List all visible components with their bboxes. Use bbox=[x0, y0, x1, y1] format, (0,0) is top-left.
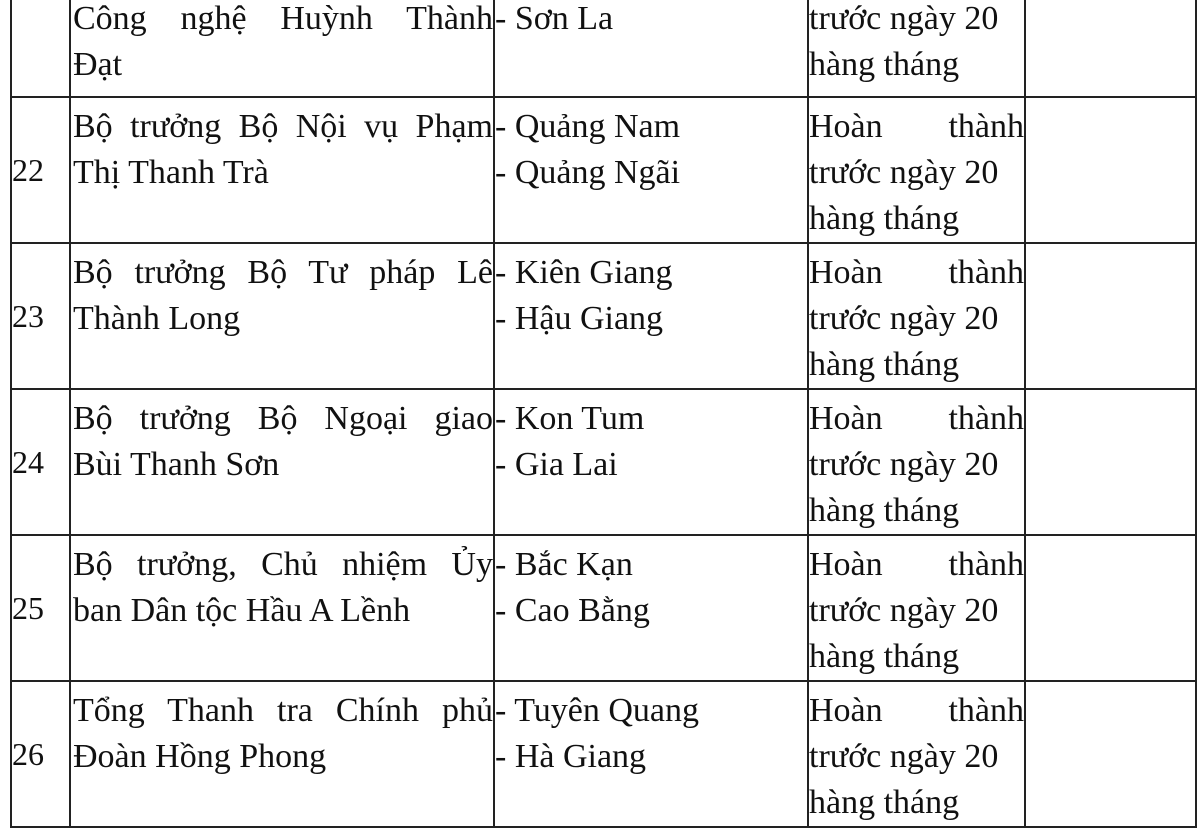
note-cell bbox=[1025, 389, 1196, 535]
deadline-line: hàng tháng bbox=[809, 492, 960, 529]
official-name bbox=[70, 0, 494, 97]
deadline bbox=[808, 243, 1025, 389]
row-number: 25 bbox=[11, 535, 70, 681]
province: - Tuyên Quang bbox=[495, 692, 700, 729]
deadline-line: hàng tháng bbox=[809, 200, 960, 237]
province: - Kon Tum bbox=[495, 400, 645, 437]
table-row bbox=[11, 243, 1196, 389]
official-name bbox=[70, 243, 494, 389]
official-name-line: Đạt bbox=[73, 46, 123, 83]
deadline-line: Hoàn thành bbox=[809, 400, 1024, 437]
province-list bbox=[494, 681, 808, 827]
official-name bbox=[70, 97, 494, 243]
row-number: 23 bbox=[11, 243, 70, 389]
province: - Bắc Kạn bbox=[495, 546, 633, 583]
deadline bbox=[808, 535, 1025, 681]
deadline-line: trước ngày 20 bbox=[809, 446, 999, 483]
official-name-line: Tổng Thanh tra Chính phủ bbox=[73, 692, 493, 729]
province-list bbox=[494, 535, 808, 681]
row-number: 22 bbox=[11, 97, 70, 243]
note-cell bbox=[1025, 681, 1196, 827]
assignment-table bbox=[10, 0, 1197, 828]
note-cell bbox=[1025, 243, 1196, 389]
table-row bbox=[11, 97, 1196, 243]
province: - Quảng Ngãi bbox=[495, 154, 681, 191]
official-name bbox=[70, 681, 494, 827]
deadline bbox=[808, 0, 1025, 97]
province: - Hà Giang bbox=[495, 738, 647, 775]
province: - Kiên Giang bbox=[495, 254, 673, 291]
province: - Gia Lai bbox=[495, 446, 618, 483]
official-name-line: Thị Thanh Trà bbox=[73, 154, 269, 191]
official-name-line: Bộ trưởng Bộ Nội vụ Phạm bbox=[73, 108, 493, 145]
province: - Quảng Nam bbox=[495, 108, 681, 145]
official-name-line: Bùi Thanh Sơn bbox=[73, 446, 280, 483]
official-name-line: Bộ trưởng Bộ Tư pháp Lê bbox=[73, 254, 493, 291]
row-number: 26 bbox=[11, 681, 70, 827]
deadline-line: hàng tháng bbox=[809, 46, 960, 83]
province-list bbox=[494, 243, 808, 389]
deadline-line: trước ngày 20 bbox=[809, 592, 999, 629]
official-name-line: Bộ trưởng Bộ Ngoại giao bbox=[73, 400, 493, 437]
deadline-line: Hoàn thành bbox=[809, 254, 1024, 291]
province: - Cao Bằng bbox=[495, 592, 650, 629]
deadline-line: Hoàn thành bbox=[809, 546, 1024, 583]
deadline-line: trước ngày 20 bbox=[809, 154, 999, 191]
table-row bbox=[11, 389, 1196, 535]
province-list bbox=[494, 0, 808, 97]
deadline-line: Hoàn thành bbox=[809, 108, 1024, 145]
official-name bbox=[70, 535, 494, 681]
deadline bbox=[808, 681, 1025, 827]
table-row bbox=[11, 0, 1196, 97]
official-name bbox=[70, 389, 494, 535]
official-name-line: Công nghệ Huỳnh Thành bbox=[73, 0, 493, 37]
province-list bbox=[494, 97, 808, 243]
deadline bbox=[808, 97, 1025, 243]
official-name-line: Thành Long bbox=[73, 300, 241, 337]
note-cell bbox=[1025, 0, 1196, 97]
table-row bbox=[11, 535, 1196, 681]
table-row bbox=[11, 681, 1196, 827]
province: - Sơn La bbox=[495, 0, 614, 37]
official-name-line: ban Dân tộc Hầu A Lềnh bbox=[73, 592, 411, 629]
note-cell bbox=[1025, 535, 1196, 681]
deadline-line: trước ngày 20 bbox=[809, 0, 999, 37]
note-cell bbox=[1025, 97, 1196, 243]
row-number: 24 bbox=[11, 389, 70, 535]
official-name-line: Đoàn Hồng Phong bbox=[73, 738, 327, 775]
deadline-line: Hoàn thành bbox=[809, 692, 1024, 729]
row-number bbox=[11, 0, 70, 97]
province-list bbox=[494, 389, 808, 535]
deadline-line: trước ngày 20 bbox=[809, 300, 999, 337]
official-name-line: Bộ trưởng, Chủ nhiệm Ủy bbox=[73, 546, 493, 583]
province: - Hậu Giang bbox=[495, 300, 664, 337]
deadline-line: trước ngày 20 bbox=[809, 738, 999, 775]
deadline bbox=[808, 389, 1025, 535]
deadline-line: hàng tháng bbox=[809, 346, 960, 383]
deadline-line: hàng tháng bbox=[809, 638, 960, 675]
deadline-line: hàng tháng bbox=[809, 784, 960, 821]
